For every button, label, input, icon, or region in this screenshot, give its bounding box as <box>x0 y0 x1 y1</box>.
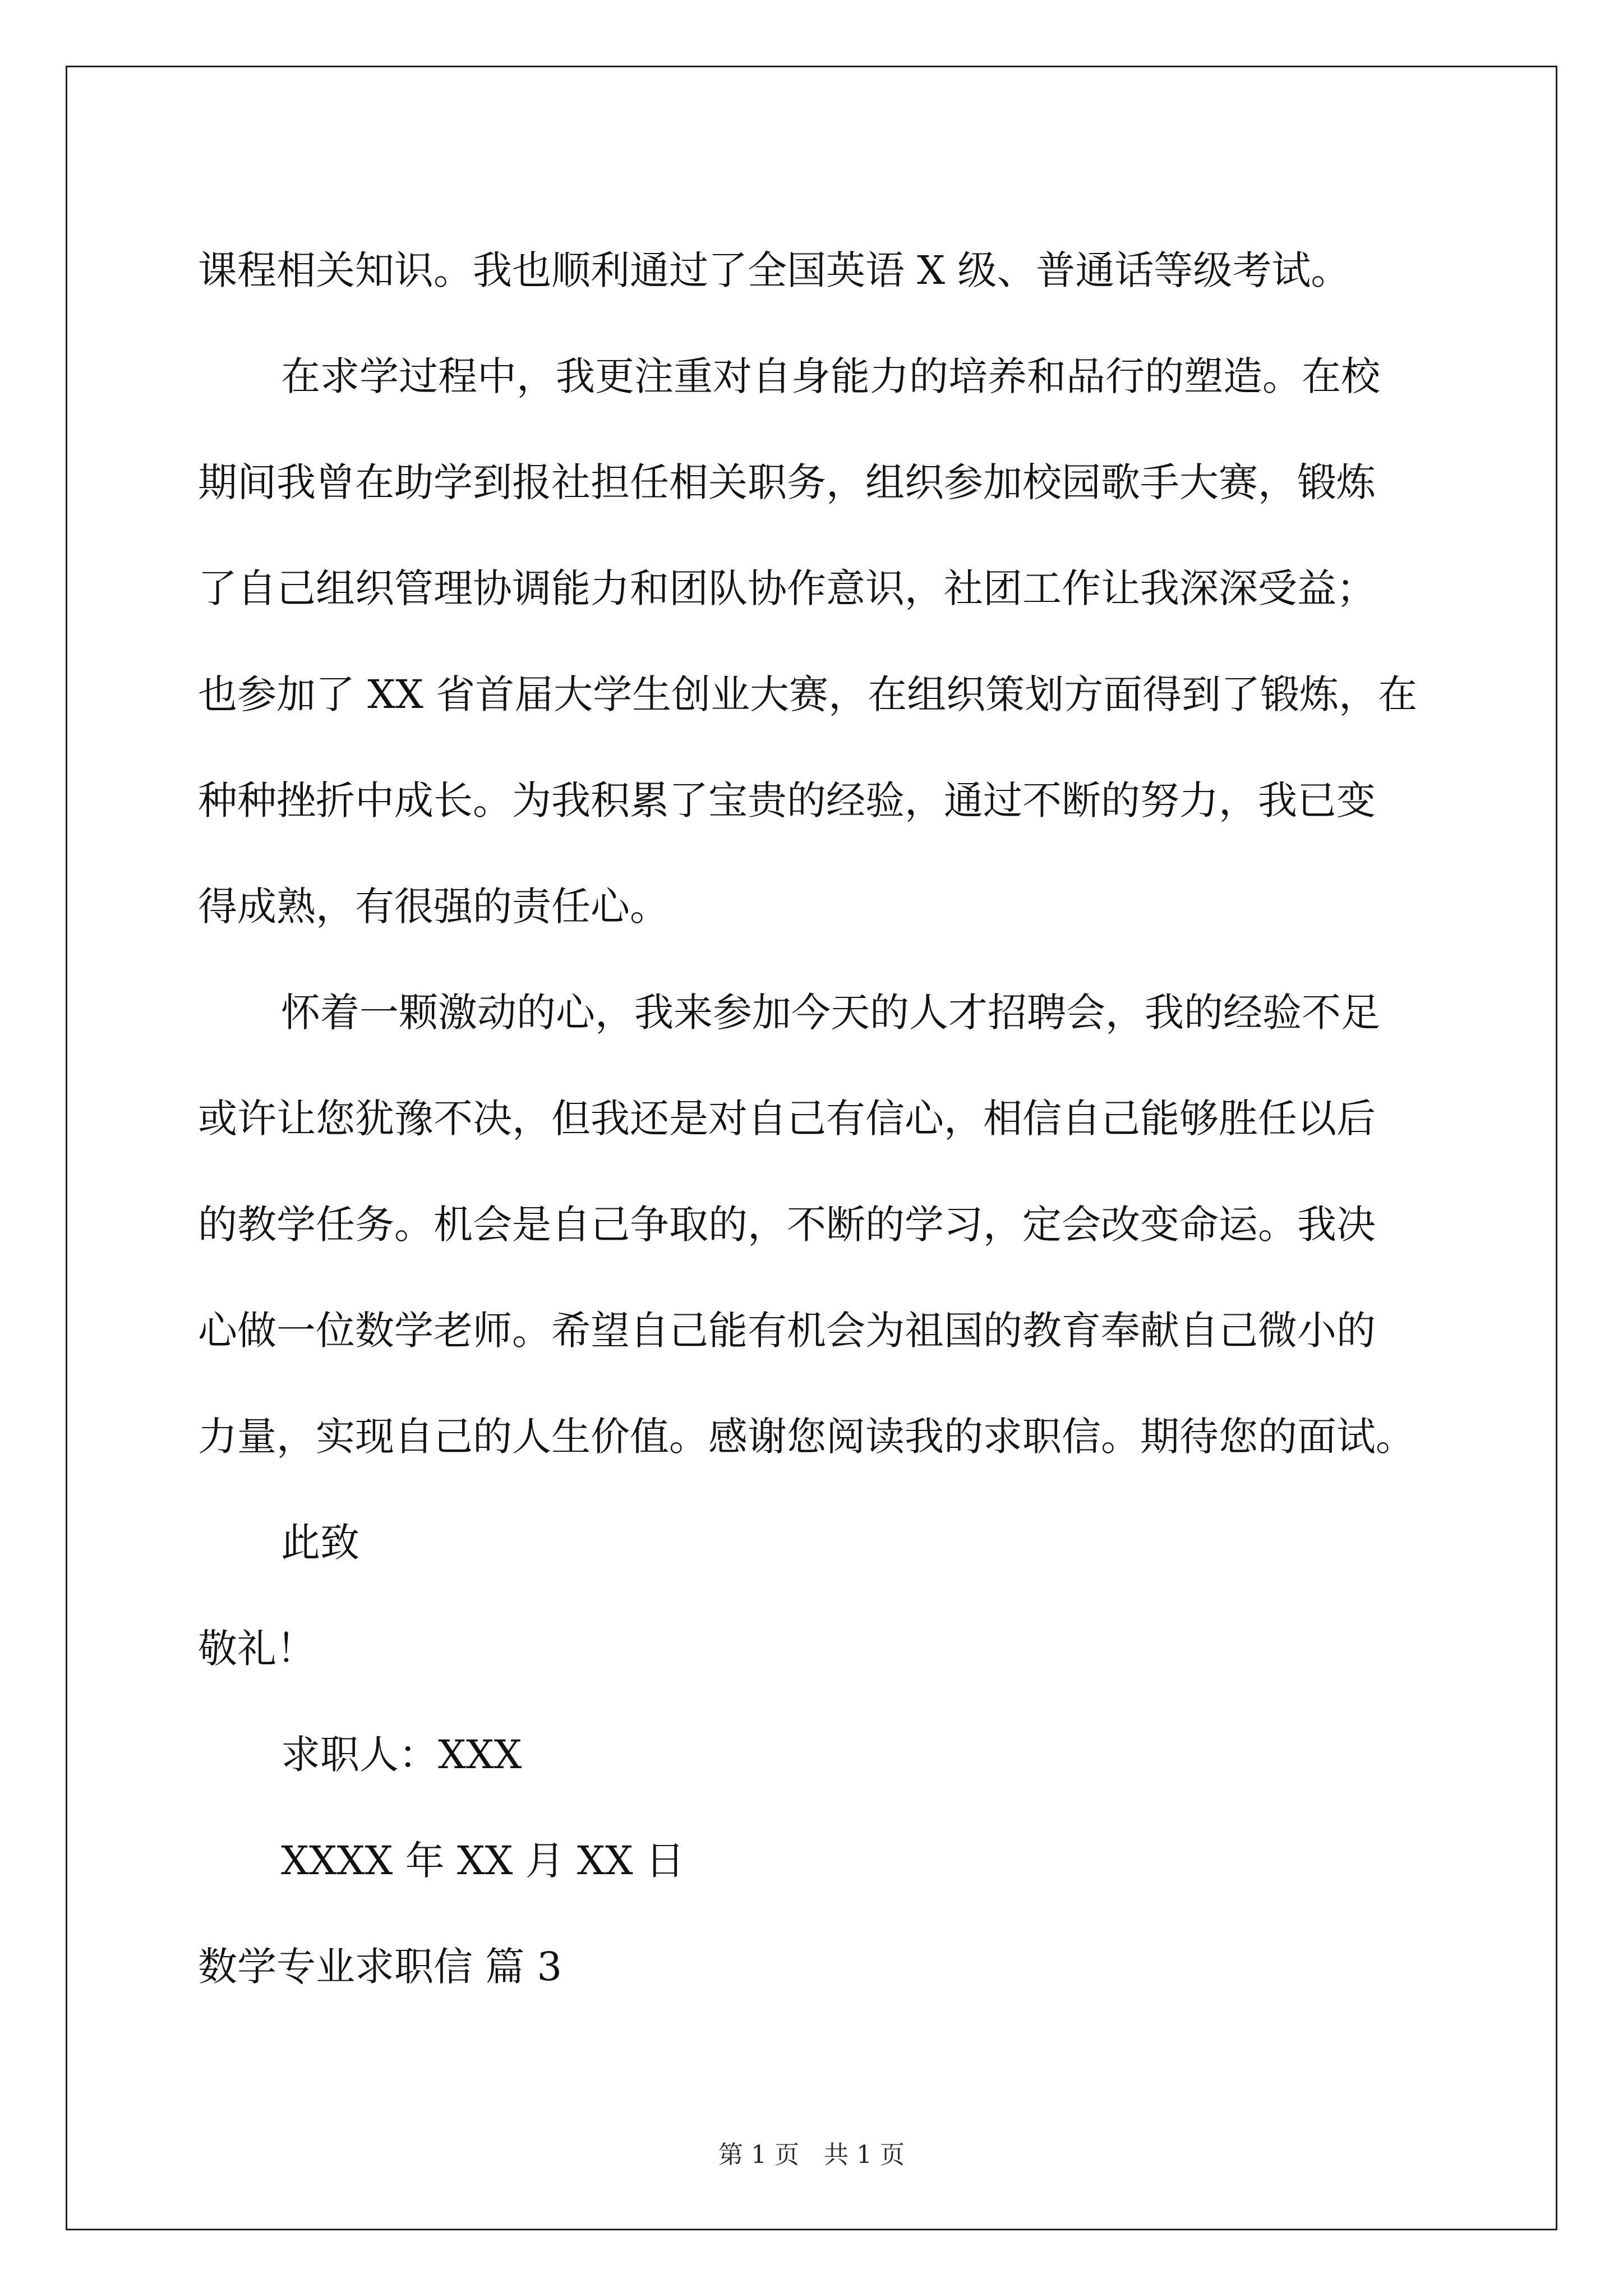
applicant-signature: 求职人：XXX <box>281 1732 522 1778</box>
text-line: 期间我曾在助学到报社担任相关职务，组织参加校园歌手大赛，锻炼 <box>198 459 1376 505</box>
section-heading: 数学专业求职信 篇 3 <box>198 1944 562 1990</box>
text-line: 得成熟，有很强的责任心。 <box>198 884 669 930</box>
closing-regards: 敬礼！ <box>198 1626 316 1672</box>
text-line: 怀着一颗激动的心，我来参加今天的人才招聘会，我的经验不足 <box>281 990 1380 1036</box>
text-line: 了自己组织管理协调能力和团队协作意识，社团工作让我深深受益； <box>198 565 1376 611</box>
text-line: 种种挫折中成长。为我积累了宝贵的经验，通过不断的努力，我已变 <box>198 777 1376 823</box>
text-line: 也参加了 XX 省首届大学生创业大赛，在组织策划方面得到了锻炼，在 <box>198 671 1418 717</box>
text-line: 或许让您犹豫不决，但我还是对自己有信心，相信自己能够胜任以后 <box>198 1096 1376 1142</box>
text-line: 心做一位数学老师。希望自己能有机会为祖国的教育奉献自己微小的 <box>198 1308 1376 1354</box>
text-line: 的教学任务。机会是自己争取的，不断的学习，定会改变命运。我决 <box>198 1202 1376 1248</box>
document-body <box>198 218 1443 2020</box>
text-line: 力量，实现自己的人生价值。感谢您阅读我的求职信。期待您的面试。 <box>198 1414 1415 1460</box>
text-line: 课程相关知识。我也顺利通过了全国英语 X 级、普通话等级考试。 <box>198 247 1350 293</box>
text-line: 在求学过程中，我更注重对自身能力的培养和品行的塑造。在校 <box>281 353 1380 399</box>
letter-date: XXXX 年 XX 月 XX 日 <box>281 1838 685 1884</box>
page-footer: 第 1 页 共 1 页 <box>718 2141 905 2169</box>
closing-salutation: 此致 <box>281 1520 359 1566</box>
